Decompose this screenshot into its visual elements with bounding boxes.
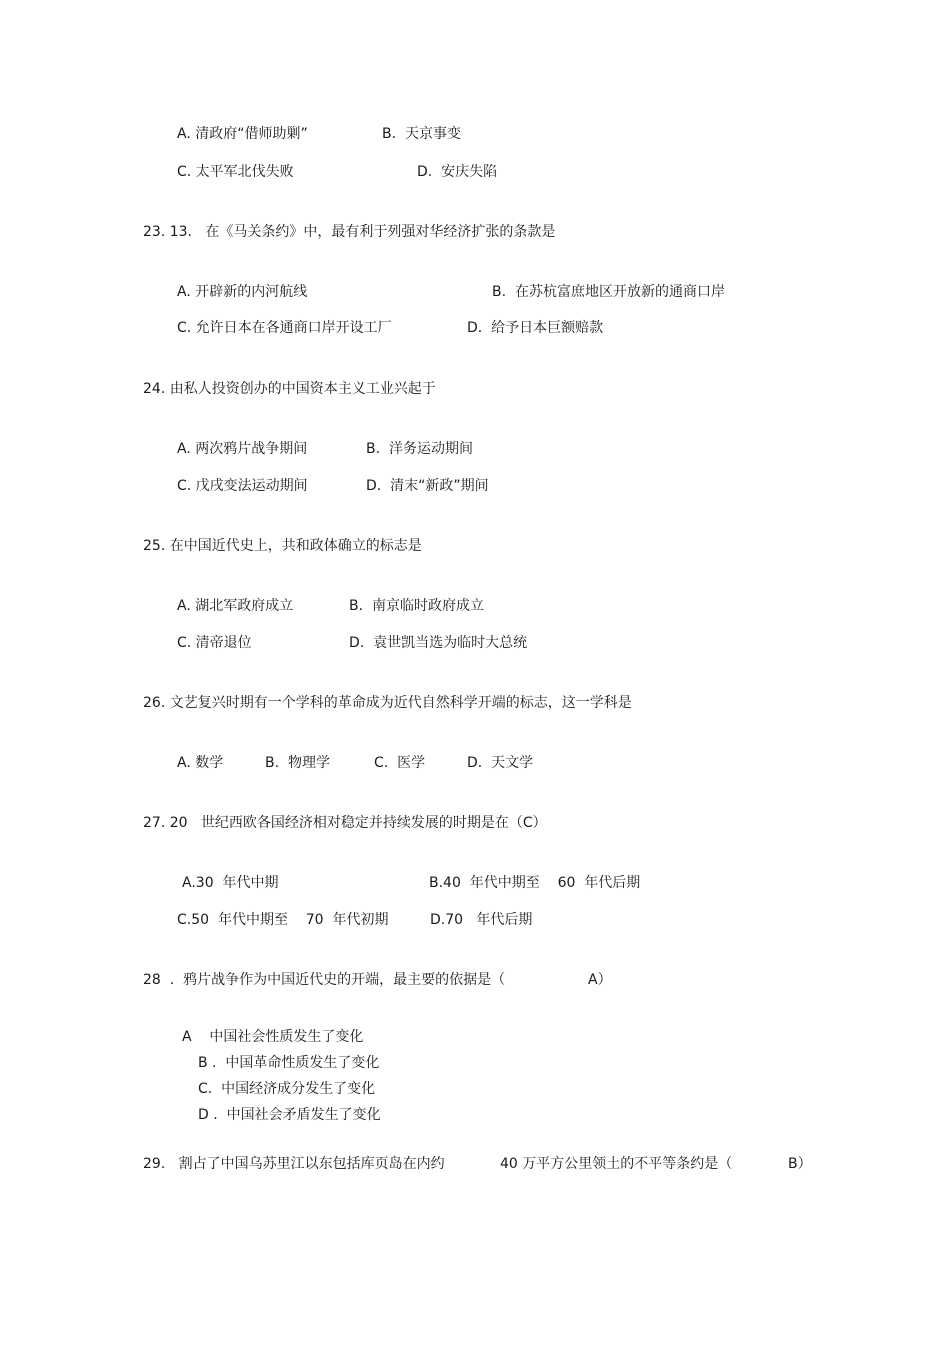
q22-option-c: C. 太平军北伐失败 [177, 164, 294, 180]
q26-stem: 26. 文艺复兴时期有一个学科的革命成为近代自然科学开端的标志，这一学科是 [143, 695, 632, 711]
q24-option-a: A. 两次鸦片战争期间 [177, 441, 308, 457]
q26-option-a: A. 数学 [177, 755, 224, 771]
q23-option-a: A. 开辟新的内河航线 [177, 284, 308, 300]
q25-stem: 25. 在中国近代史上，共和政体确立的标志是 [143, 538, 422, 554]
q27-option-d: D.70 年代后期 [430, 912, 533, 928]
q22-option-a: A. 清政府“借师助剿” [177, 126, 308, 142]
q28-option-c: C. 中国经济成分发生了变化 [198, 1081, 376, 1097]
q29-stem-continued: 40 万平方公里领土的不平等条约是（ [500, 1156, 733, 1172]
q24-option-d: D. 清末“新政”期间 [366, 478, 489, 494]
q26-option-b: B. 物理学 [265, 755, 330, 771]
q23-option-c: C. 允许日本在各通商口岸开设工厂 [177, 320, 392, 336]
q24-option-c: C. 戊戌变法运动期间 [177, 478, 308, 494]
q28-answer: A） [588, 972, 612, 988]
q28-stem: 28 . 鸦片战争作为中国近代史的开端，最主要的依据是（ [143, 972, 506, 988]
q28-option-b: B . 中国革命性质发生了变化 [198, 1055, 380, 1071]
q29-stem: 29. 割占了中国乌苏里江以东包括库页岛在内约 [143, 1156, 445, 1172]
q27-option-b: B.40 年代中期至 60 年代后期 [429, 875, 641, 891]
q27-stem: 27. 20 世纪西欧各国经济相对稳定并持续发展的时期是在（C） [143, 815, 547, 831]
q24-option-b: B. 洋务运动期间 [366, 441, 473, 457]
q25-option-c: C. 清帝退位 [177, 635, 252, 651]
q27-option-a: A.30 年代中期 [182, 875, 279, 891]
q24-stem: 24. 由私人投资创办的中国资本主义工业兴起于 [143, 381, 436, 397]
q28-option-a: A 中国社会性质发生了变化 [182, 1029, 364, 1045]
q25-option-a: A. 湖北军政府成立 [177, 598, 294, 614]
q22-option-d: D. 安庆失陷 [417, 164, 498, 180]
q22-option-b: B. 天京事变 [382, 126, 461, 142]
q27-option-c: C.50 年代中期至 70 年代初期 [177, 912, 389, 928]
q23-option-b: B. 在苏杭富庶地区开放新的通商口岸 [492, 284, 725, 300]
q28-option-d: D . 中国社会矛盾发生了变化 [198, 1107, 381, 1123]
q26-option-c: C. 医学 [374, 755, 426, 771]
q29-answer: B） [788, 1156, 812, 1172]
q25-option-d: D. 袁世凯当选为临时大总统 [349, 635, 528, 651]
q25-option-b: B. 南京临时政府成立 [349, 598, 484, 614]
q23-option-d: D. 给予日本巨额赔款 [467, 320, 604, 336]
q26-option-d: D. 天文学 [467, 755, 534, 771]
q23-stem: 23. 13. 在《马关条约》中，最有利于列强对华经济扩张的条款是 [143, 224, 556, 240]
